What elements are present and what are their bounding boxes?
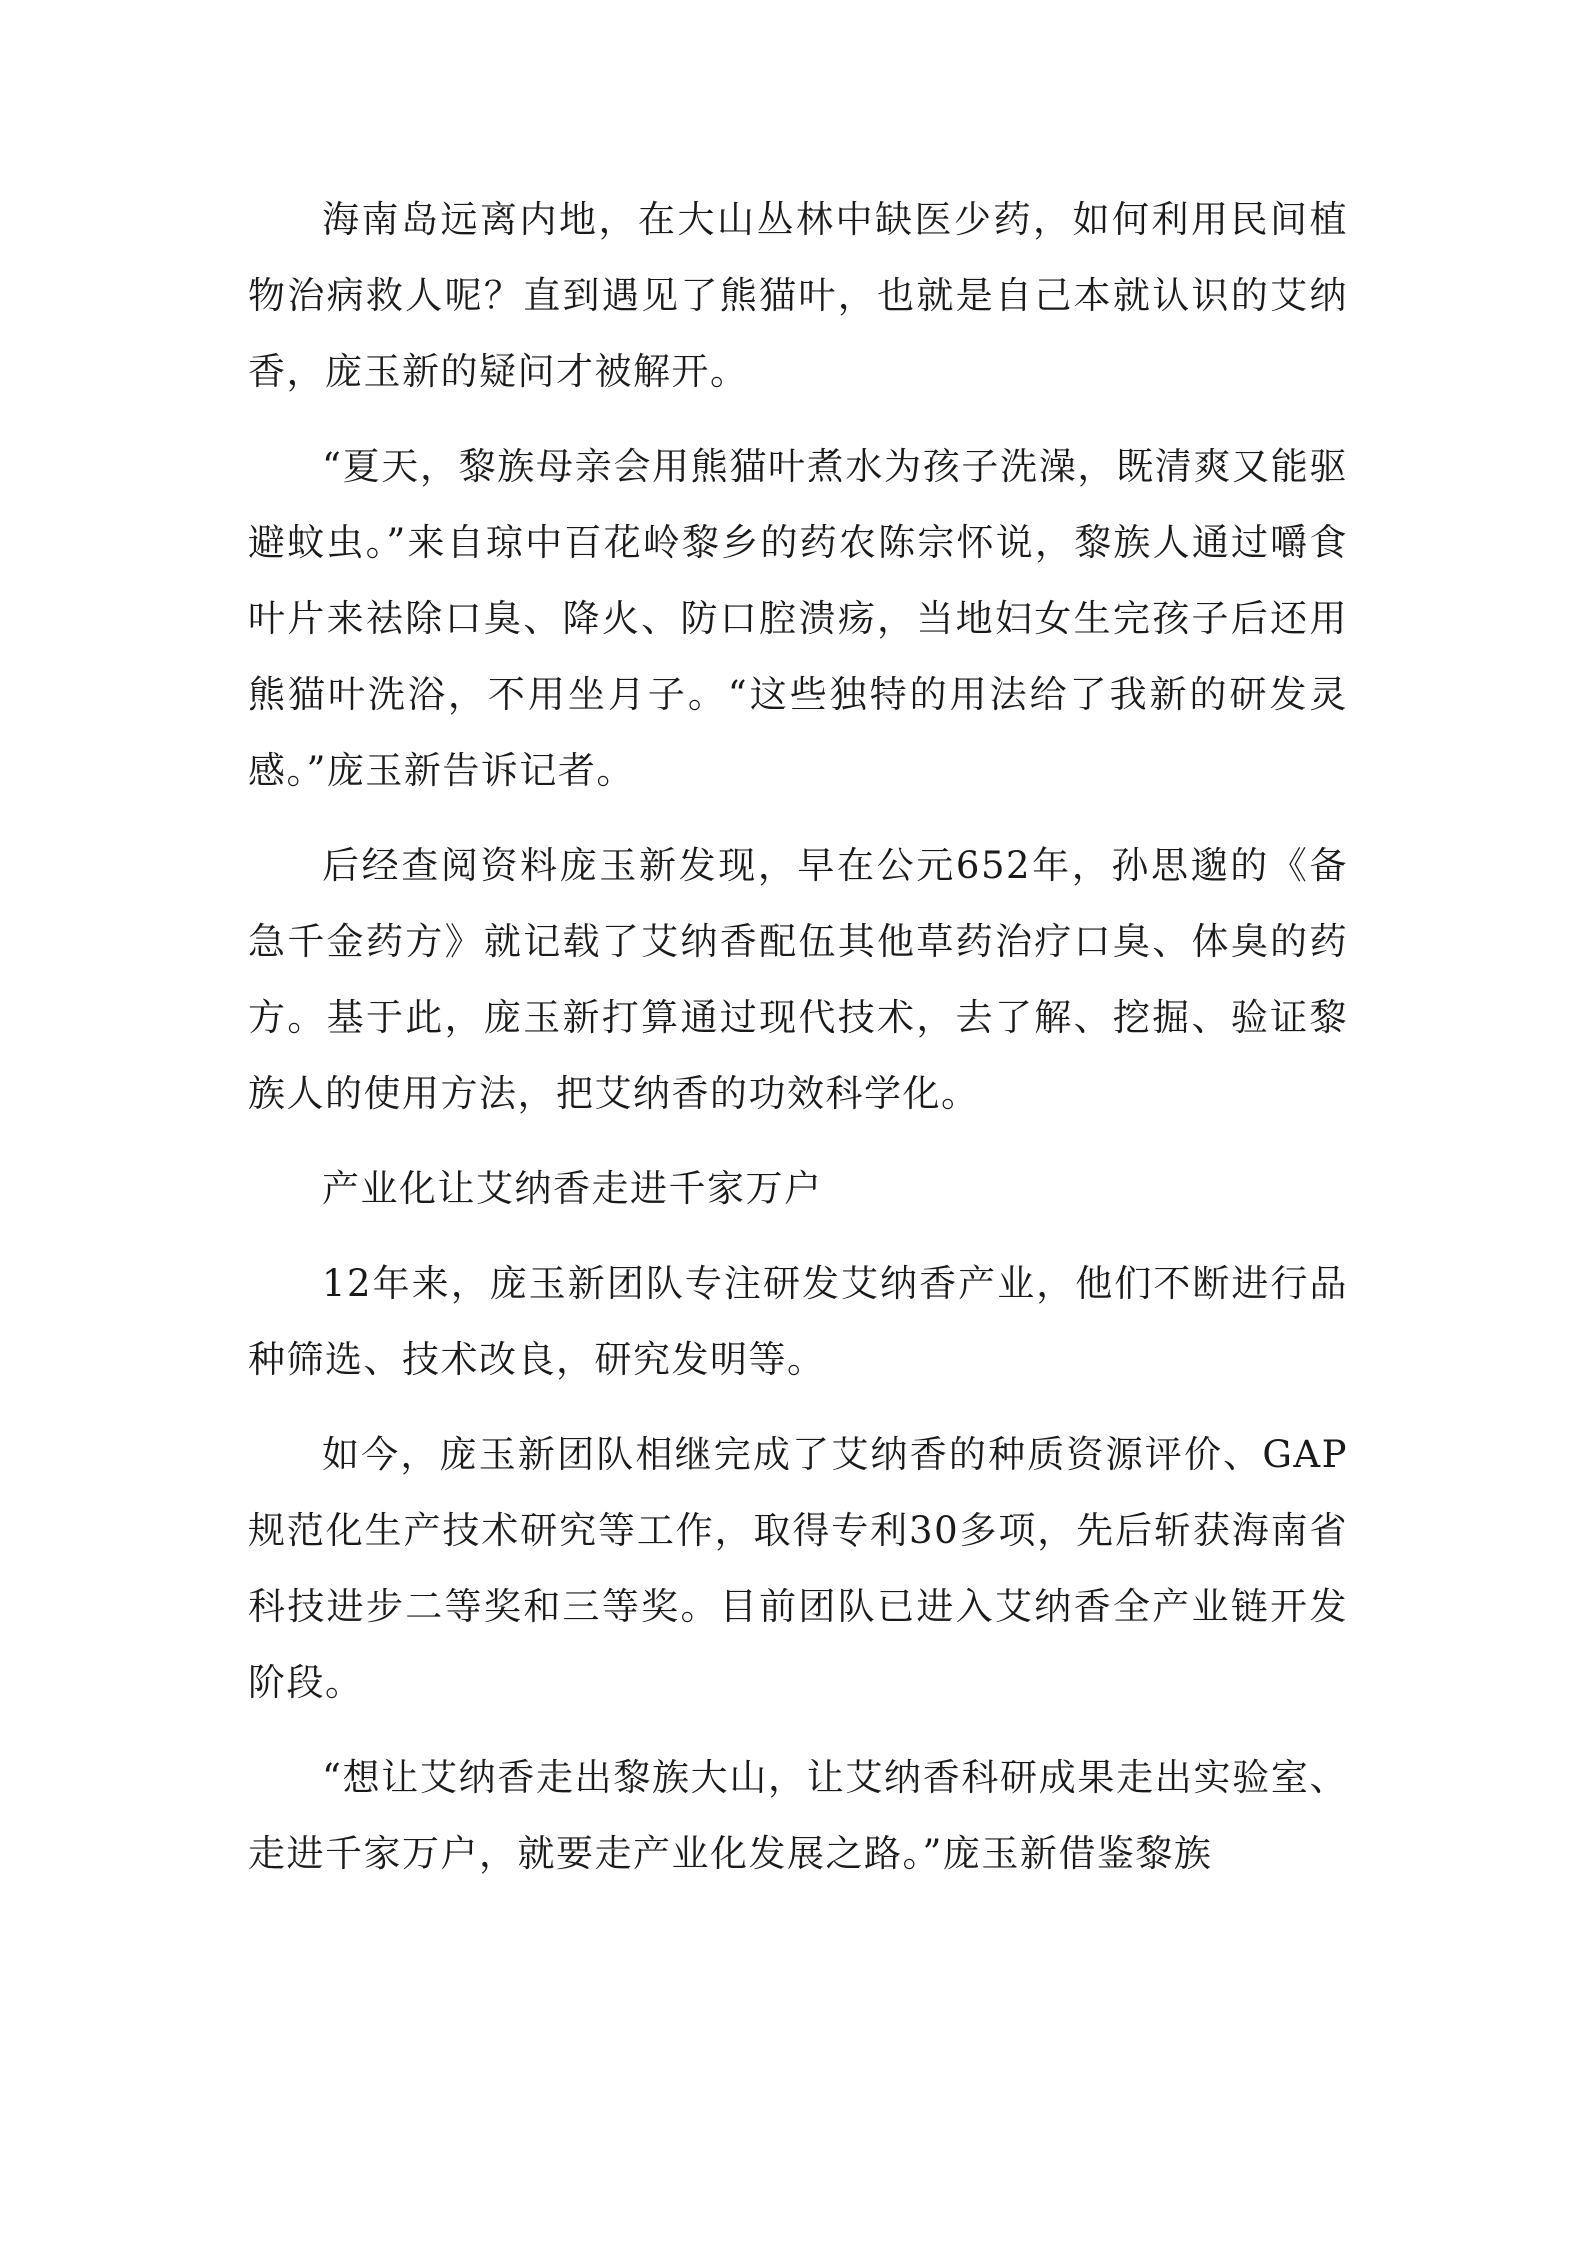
section-heading: 产业化让艾纳香走进千家万户 xyxy=(322,1167,823,1210)
paragraph-3: 后经查阅资料庞玉新发现，早在公元652年，孙思邈的《备急千金药方》就记载了艾纳香配伍其他草药治疗口臭、体臭的药方。基于此，庞玉新打算通过现代技术，去了解、挖掘、验证黎族人的使用方法，把艾纳香的功效科学化。 xyxy=(248,844,1348,1115)
paragraph-1: 海南岛远离内地，在大山丛林中缺医少药，如何利用民间植物治病救人呢？直到遇见了熊猫叶，也就是自己本就认识的艾纳香，庞玉新的疑问才被解开。 xyxy=(248,198,1348,393)
document-body xyxy=(248,182,1348,1911)
paragraph-6: “想让艾纳香走出黎族大山，让艾纳香科研成果走出实验室、走进千家万户，就要走产业化发展之路。”庞玉新借鉴黎族 xyxy=(248,1756,1348,1875)
paragraph-4: 12年来，庞玉新团队专注研发艾纳香产业，他们不断进行品种筛选、技术改良，研究发明等。 xyxy=(248,1262,1348,1381)
paragraph-2: “夏天，黎族母亲会用熊猫叶煮水为孩子洗澡，既清爽又能驱避蚊虫。”来自琼中百花岭黎乡的药农陈宗怀说，黎族人通过嚼食叶片来祛除口臭、降火、防口腔溃疡，当地妇女生完孩子后还用熊猫叶洗浴，不用坐月子。“这些独特的用法给了我新的研发灵感。”庞玉新告诉记者。 xyxy=(248,445,1348,792)
paragraph-5: 如今，庞玉新团队相继完成了艾纳香的种质资源评价、GAP规范化生产技术研究等工作，取得专利30多项，先后斩获海南省科技进步二等奖和三等奖。目前团队已进入艾纳香全产业链开发阶段。 xyxy=(248,1433,1348,1704)
